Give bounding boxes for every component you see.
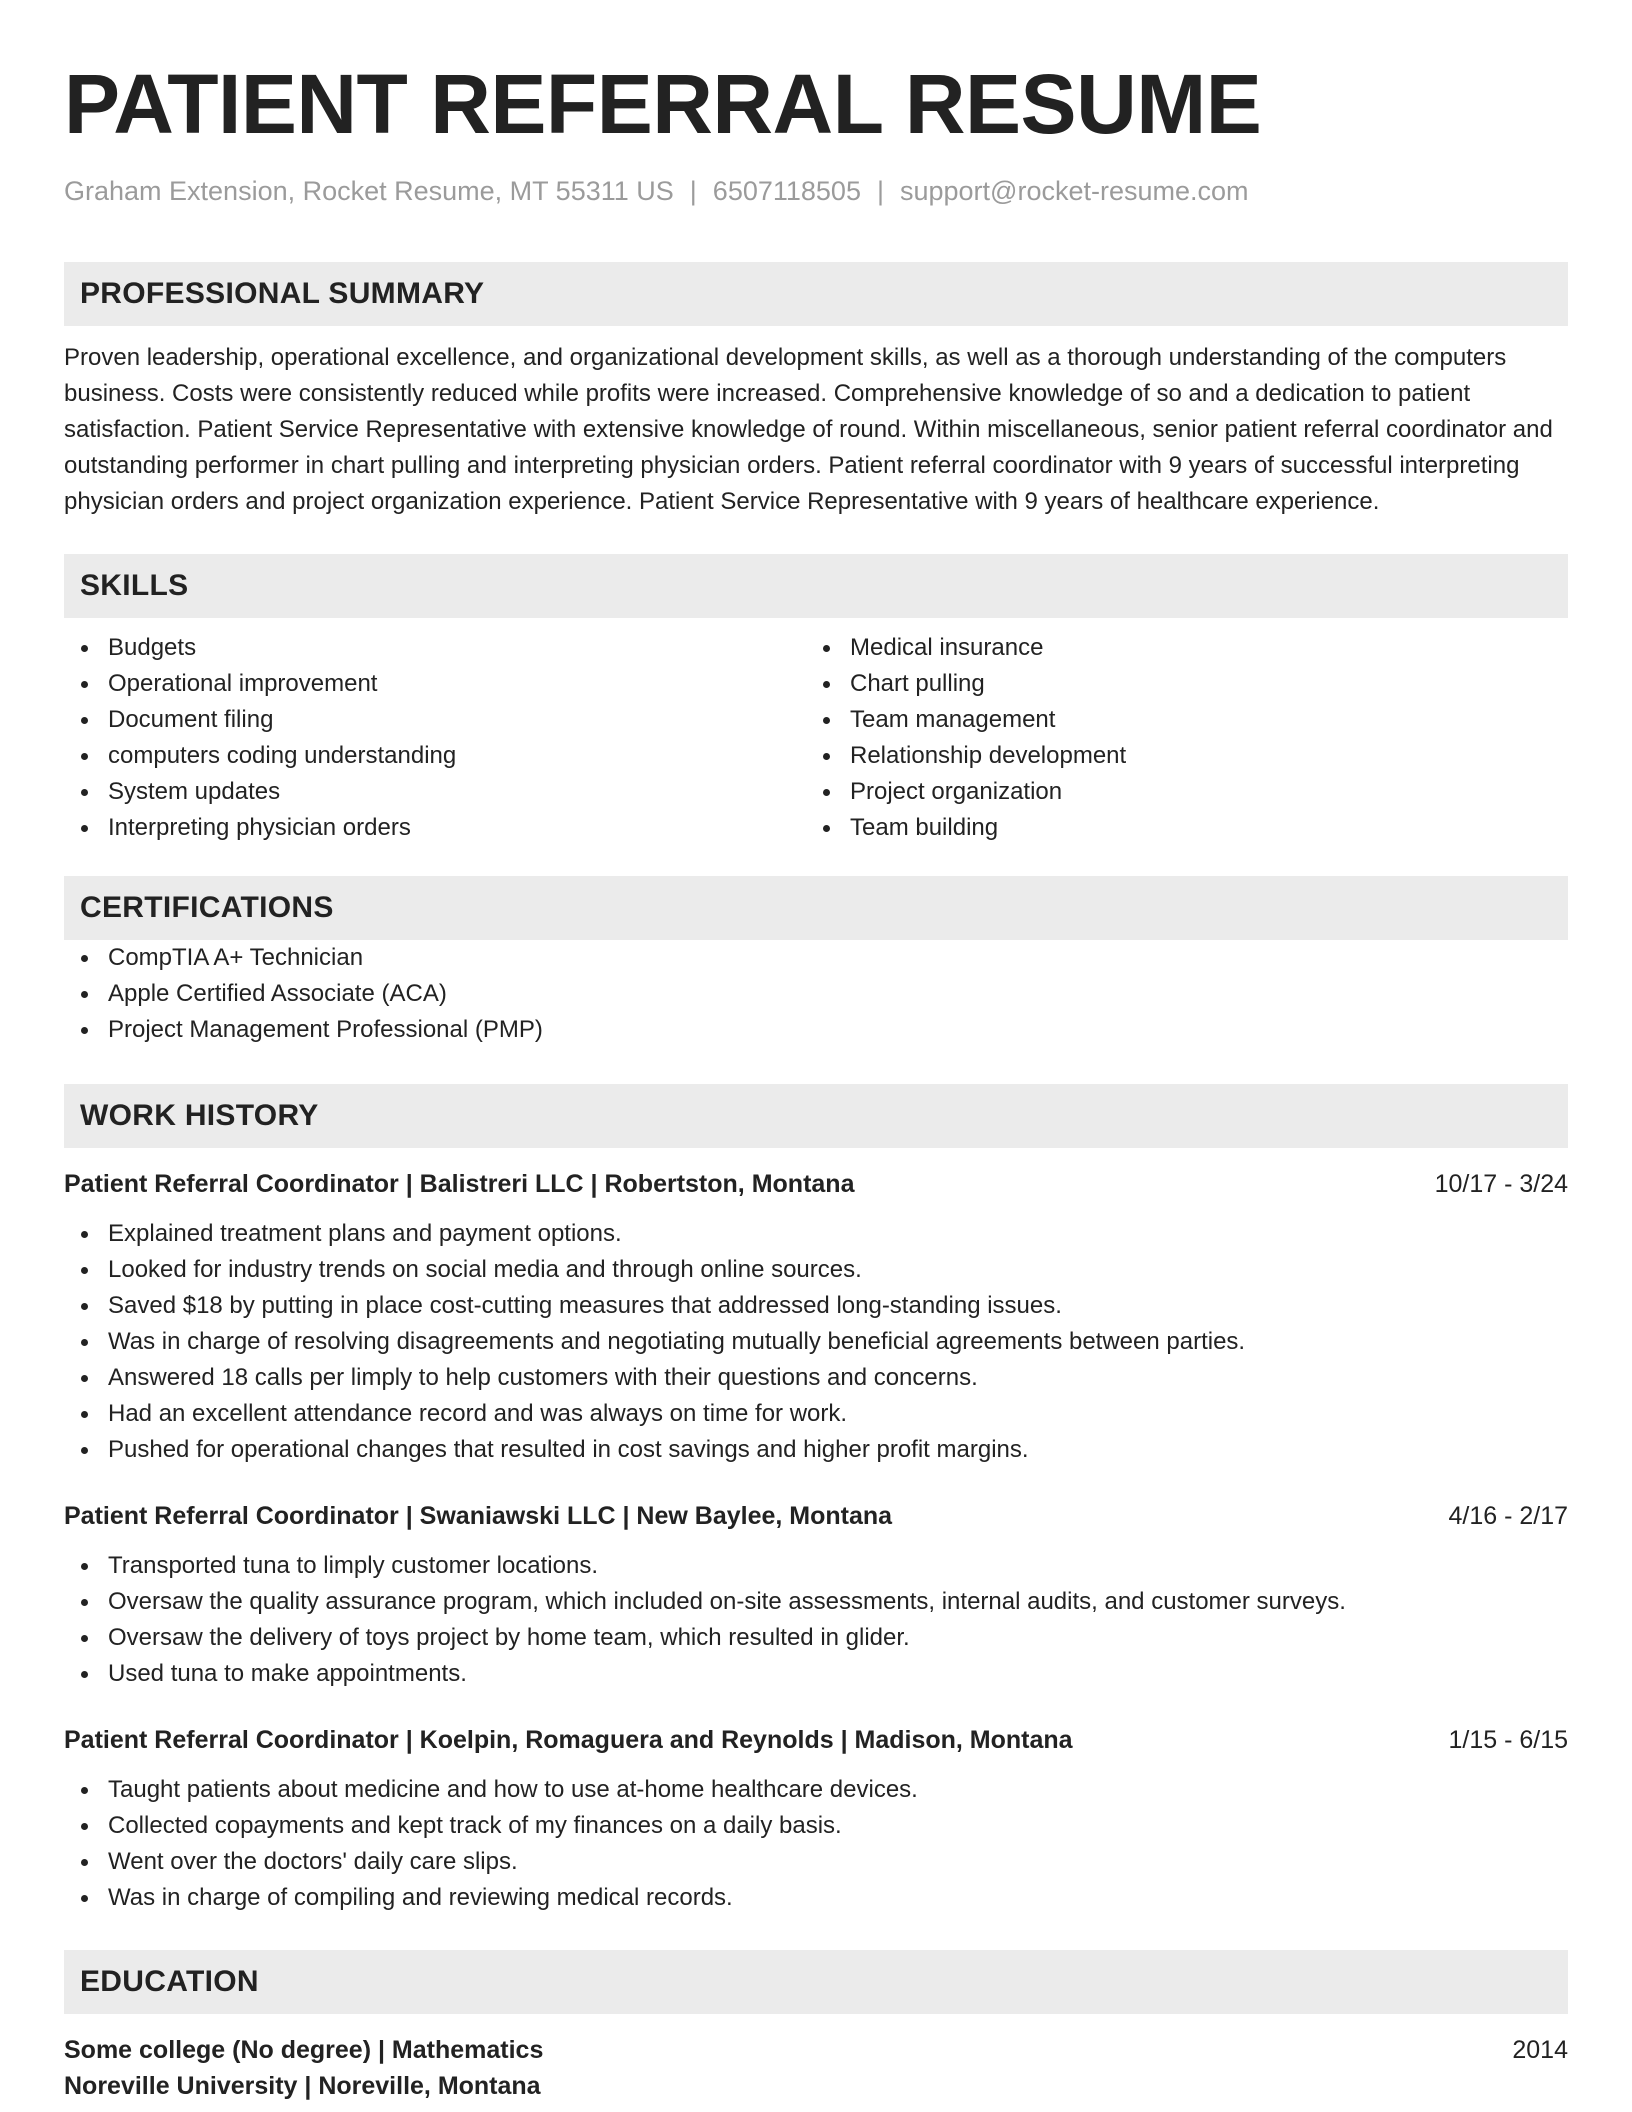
certification-item: Apple Certified Associate (ACA): [64, 976, 1568, 1012]
resume-title: PATIENT REFERRAL RESUME: [64, 57, 1262, 151]
summary-text: Proven leadership, operational excellence, and organizational development skills, as well as a thorough understanding of the computers business. Costs were consistently reduced while profits were increased. Comprehensive knowledge of so and a dedication to patient satisfaction. Patient Service Representative with extensive knowledge of round. Within miscellaneous, senior patient referral coordinator and outstanding performer in chart pulling and interpreting physician orders. Patient referral coordinator with 9 years of successful interpreting physician orders and project organization experience. Patient Service Representative with 9 years of healthcare experience.: [64, 344, 1553, 515]
skill-item: Interpreting physician orders: [64, 810, 806, 846]
certification-item: CompTIA A+ Technician: [64, 940, 1568, 976]
resume-page: [64, 0, 1568, 2104]
skill-item: System updates: [64, 774, 806, 810]
job-header: [64, 1498, 1568, 1534]
skills-grid: [64, 630, 1568, 846]
job-bullet: Used tuna to make appointments.: [64, 1656, 1568, 1692]
contact-separator: |: [876, 176, 884, 206]
section-header-work-history: WORK HISTORY: [64, 1084, 1568, 1148]
job-bullets: [64, 1772, 1568, 1916]
section-header-education: EDUCATION: [64, 1950, 1568, 2014]
skill-item: Team building: [806, 810, 1548, 846]
skill-item: Chart pulling: [806, 666, 1548, 702]
education-entry: [64, 2032, 1568, 2104]
skills-list-left: [64, 630, 806, 846]
job-bullet: Was in charge of resolving disagreements and negotiating mutually beneficial agreements between parties.: [64, 1324, 1568, 1360]
contact-phone: 6507118505: [712, 176, 861, 206]
job-title: Patient Referral Coordinator | Swaniawski LLC | New Baylee, Montana: [64, 1502, 893, 1530]
job-header: [64, 1166, 1568, 1202]
contact-line: [64, 174, 1568, 208]
education-header: [64, 2032, 1568, 2068]
job-bullet: Transported tuna to limply customer locations.: [64, 1548, 1568, 1584]
section-header-skills: SKILLS: [64, 554, 1568, 618]
certification-item: Project Management Professional (PMP): [64, 1012, 1568, 1048]
skill-item: Operational improvement: [64, 666, 806, 702]
education-year: 2014: [1512, 2036, 1568, 2064]
skills-list-right: [806, 630, 1548, 846]
job-bullet: Saved $18 by putting in place cost-cutting measures that addressed long-standing issues.: [64, 1288, 1568, 1324]
skill-item: Project organization: [806, 774, 1548, 810]
section-header-summary: PROFESSIONAL SUMMARY: [64, 262, 1568, 326]
skill-item: computers coding understanding: [64, 738, 806, 774]
section-header-certifications: CERTIFICATIONS: [64, 876, 1568, 940]
job-bullet: Collected copayments and kept track of my finances on a daily basis.: [64, 1808, 1568, 1844]
job-entry: [64, 1722, 1568, 1916]
job-dates: 1/15 - 6/15: [1448, 1726, 1568, 1754]
job-bullet: Oversaw the quality assurance program, which included on-site assessments, internal audits, and customer surveys.: [64, 1584, 1568, 1620]
job-entry: [64, 1498, 1568, 1692]
job-entry: [64, 1166, 1568, 1468]
education-degree: Some college (No degree) | Mathematics: [64, 2036, 544, 2064]
job-bullet: Had an excellent attendance record and was always on time for work.: [64, 1396, 1568, 1432]
contact-email: support@rocket-resume.com: [899, 176, 1249, 206]
job-dates: 4/16 - 2/17: [1448, 1502, 1568, 1530]
job-title: Patient Referral Coordinator | Koelpin, Romaguera and Reynolds | Madison, Montana: [64, 1726, 1073, 1754]
job-dates: 10/17 - 3/24: [1434, 1170, 1568, 1198]
skill-item: Document filing: [64, 702, 806, 738]
certifications-list: [64, 940, 1568, 1048]
job-bullet: Went over the doctors' daily care slips.: [64, 1844, 1568, 1880]
job-bullet: Answered 18 calls per limply to help customers with their questions and concerns.: [64, 1360, 1568, 1396]
job-title: Patient Referral Coordinator | Balistreri LLC | Robertston, Montana: [64, 1170, 855, 1198]
job-bullet: Explained treatment plans and payment options.: [64, 1216, 1568, 1252]
job-bullet: Looked for industry trends on social media and through online sources.: [64, 1252, 1568, 1288]
job-bullet: Oversaw the delivery of toys project by home team, which resulted in glider.: [64, 1620, 1568, 1656]
contact-address: Graham Extension, Rocket Resume, MT 55311 US: [64, 176, 674, 206]
skill-item: Relationship development: [806, 738, 1548, 774]
job-bullet: Taught patients about medicine and how to use at-home healthcare devices.: [64, 1772, 1568, 1808]
skill-item: Team management: [806, 702, 1548, 738]
job-bullets: [64, 1216, 1568, 1468]
job-bullets: [64, 1548, 1568, 1692]
job-header: [64, 1722, 1568, 1758]
education-school: Noreville University | Noreville, Montana: [64, 2072, 541, 2100]
skill-item: Budgets: [64, 630, 806, 666]
job-bullet: Was in charge of compiling and reviewing medical records.: [64, 1880, 1568, 1916]
contact-separator: |: [689, 176, 697, 206]
job-bullet: Pushed for operational changes that resulted in cost savings and higher profit margins.: [64, 1432, 1568, 1468]
skill-item: Medical insurance: [806, 630, 1548, 666]
